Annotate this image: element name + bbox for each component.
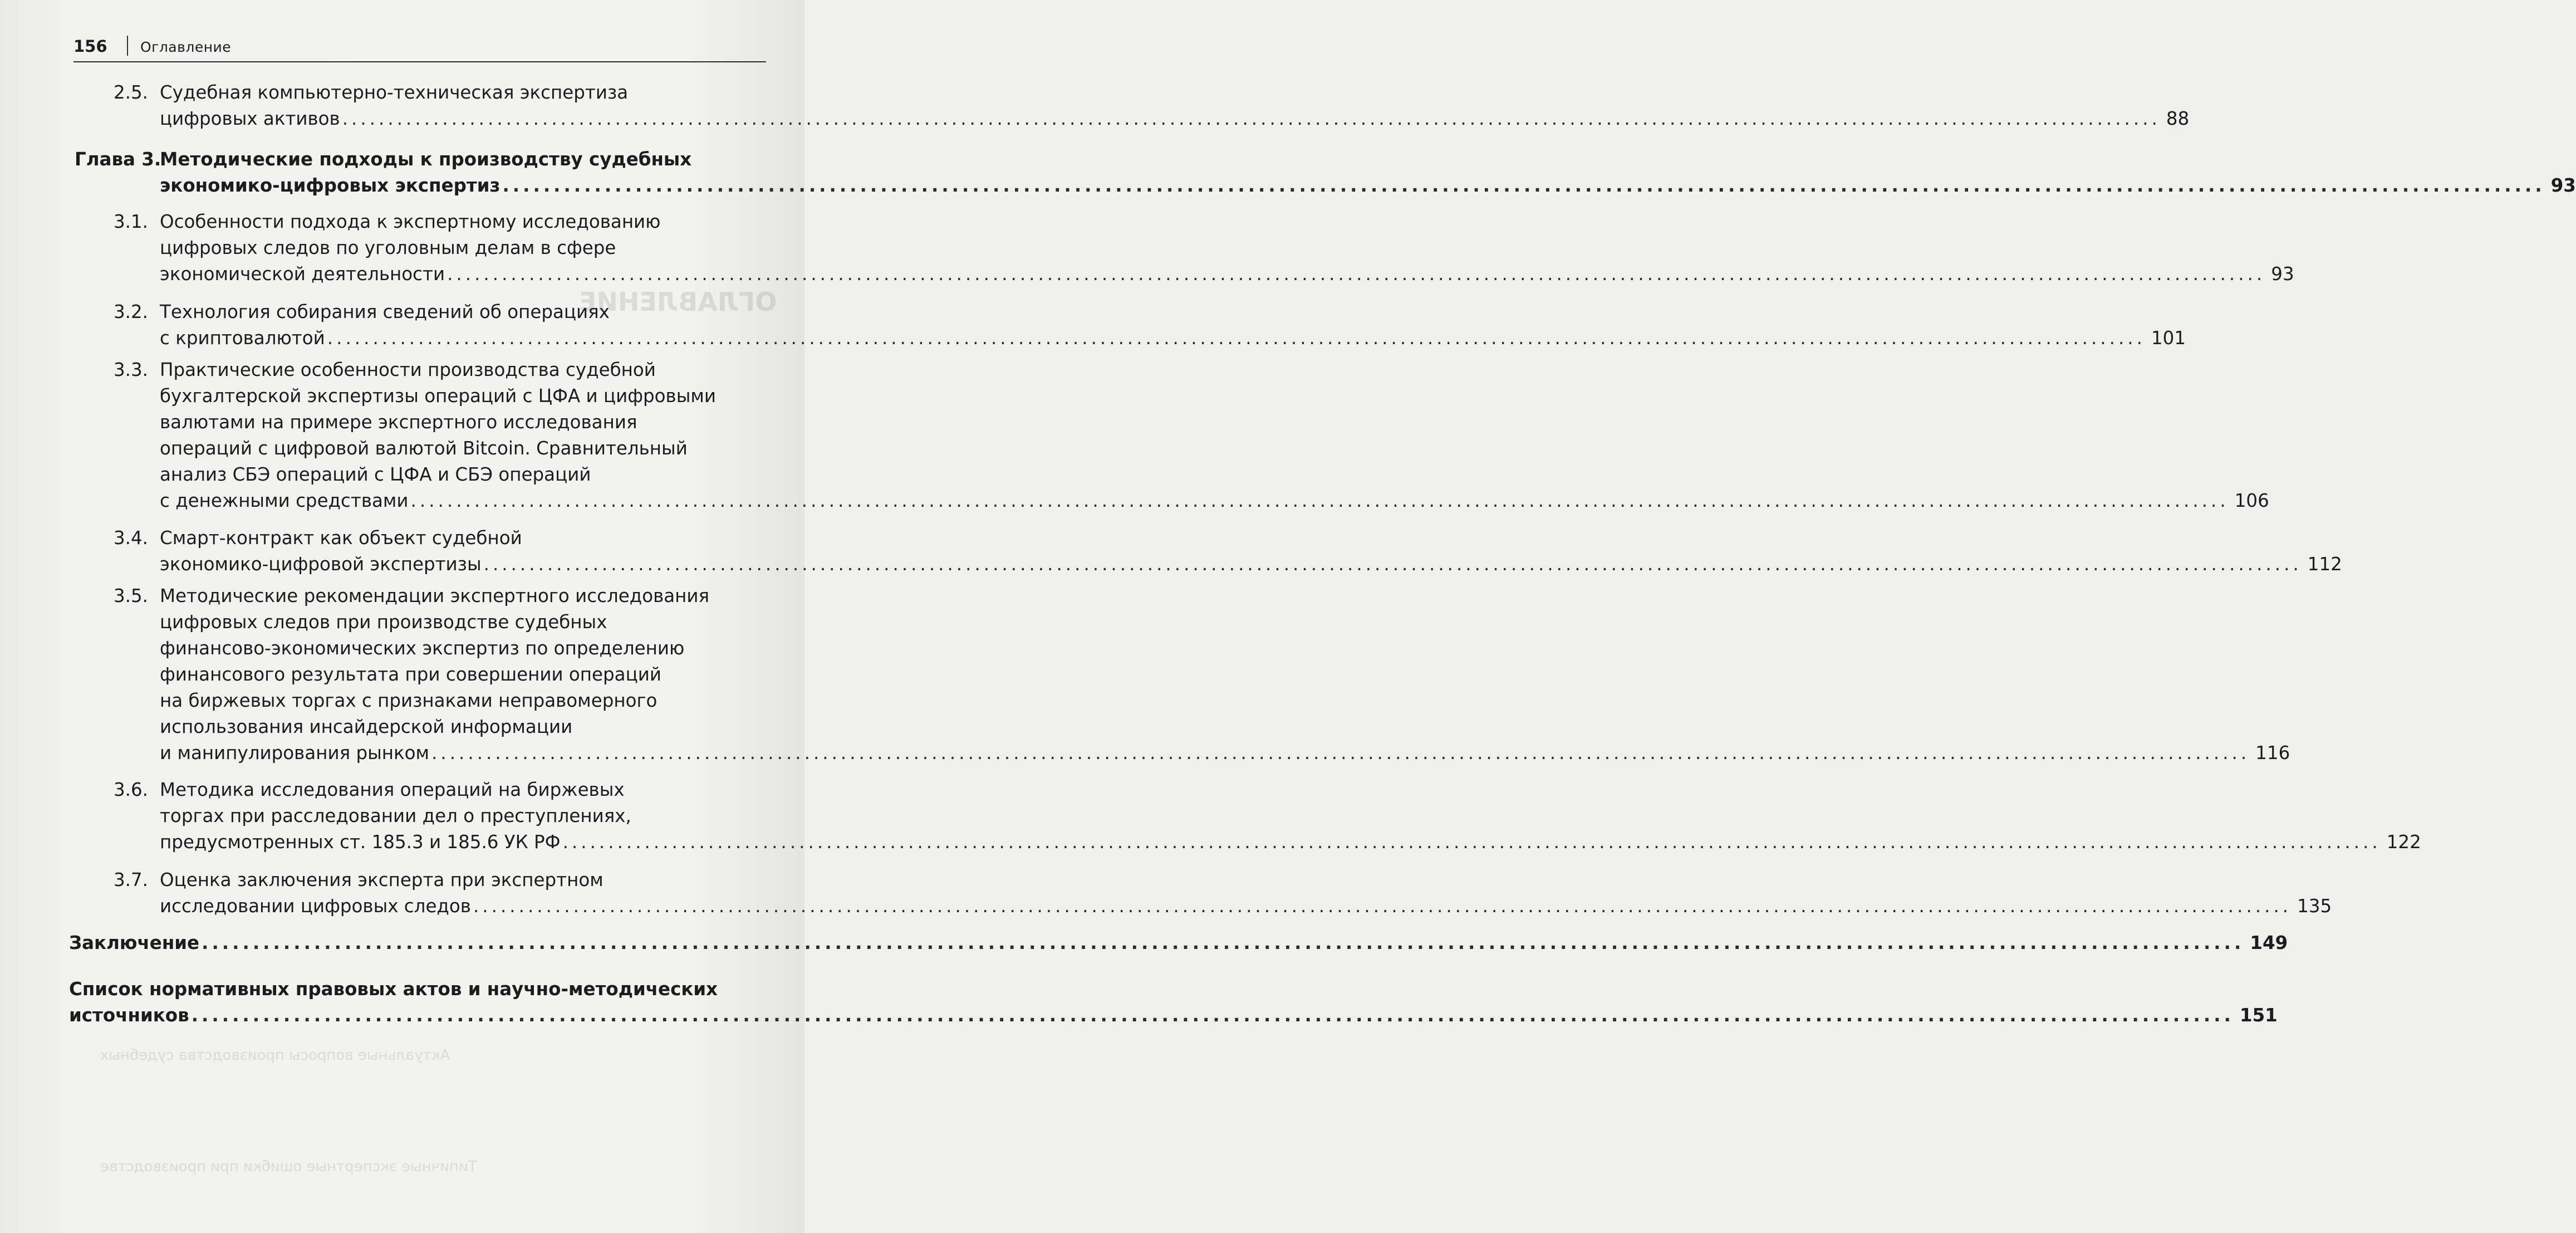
running-header <box>73 32 766 62</box>
toc-entry-title-line: экономико-цифровой экспертизы <box>160 554 482 575</box>
toc-entry-title-line: цифровых следов при производстве судебных <box>160 611 607 633</box>
toc-entry-number: 3.6. <box>114 779 149 800</box>
toc-entry-title-line: Методика исследования операций на биржевых <box>160 779 625 800</box>
dot-leader: ........................................................................................................................................................................................................ <box>483 554 2302 575</box>
dot-leader: ........................................................................................................................................................................................................ <box>431 742 2250 764</box>
toc-entry-leader-line <box>160 325 2186 351</box>
toc-entry-title-line: Практические особенности производства судебной <box>160 359 656 380</box>
toc-entry-leader-line <box>69 930 2288 956</box>
toc-entry-page: 106 <box>2234 490 2269 511</box>
dot-leader: ........................................................................................................................................................................................................ <box>502 175 2545 196</box>
toc-entry-page: 149 <box>2250 932 2288 953</box>
toc-entry <box>75 146 2576 199</box>
toc-entry-page: 93 <box>2271 263 2294 285</box>
toc-entry-title-line: Заключение <box>69 932 200 953</box>
dot-leader: ........................................................................................................................................................................................................ <box>191 1005 2234 1026</box>
toc-entry <box>114 80 2190 132</box>
toc-entry-page: 116 <box>2255 742 2290 764</box>
toc-entry-title-line: Методические подходы к производству судебных <box>160 149 692 170</box>
toc-entry-title-line: Смарт-контракт как объект судебной <box>160 527 522 549</box>
toc-entry-page: 135 <box>2297 896 2332 917</box>
toc-entry-title-line: Судебная компьютерно-техническая экспертиза <box>160 82 629 103</box>
toc-entry-number: 2.5. <box>114 82 149 103</box>
toc-entry-title-line: цифровых следов по уголовным делам в сфере <box>160 237 616 258</box>
dot-leader: ........................................................................................................................................................................................................ <box>342 108 2161 129</box>
toc-entry-title-line: Список нормативных правовых актов и научно-методических <box>69 978 718 1000</box>
toc-entry-number: 3.1. <box>114 211 149 232</box>
dot-leader: ........................................................................................................................................................................................................ <box>410 490 2229 511</box>
toc-entry-number: 3.2. <box>114 301 149 322</box>
toc-entry-title-line: торгах при расследовании дел о преступлениях, <box>160 805 631 826</box>
toc-entry-page: 151 <box>2239 1005 2278 1026</box>
toc-entry-leader-line <box>160 740 2290 766</box>
dot-leader: ........................................................................................................................................................................................................ <box>447 263 2266 285</box>
toc-entry-leader-line <box>160 893 2332 919</box>
toc-entry-leader-line <box>160 829 2421 855</box>
toc-entry <box>114 777 2421 855</box>
toc-entry-page: 93 <box>2550 175 2576 196</box>
toc-entry <box>114 209 2294 287</box>
toc-entry-number: 3.7. <box>114 869 149 890</box>
toc-entry-leader-line <box>69 1002 2278 1029</box>
page-number: 156 <box>73 37 107 56</box>
toc-entry-leader-line <box>160 551 2342 578</box>
toc-entry <box>114 357 2269 514</box>
dot-leader: ........................................................................................................................................................................................................ <box>562 831 2381 853</box>
toc-entry-title-line: цифровых активов <box>160 108 340 129</box>
toc-entry-number: 3.3. <box>114 359 149 380</box>
toc-entry <box>114 867 2332 919</box>
toc-entry-title-line: с криптовалютой <box>160 327 325 349</box>
toc-entry-title-line: на биржевых торгах с признаками неправомерного <box>160 690 658 711</box>
toc-entry-title-line: использования инсайдерской информации <box>160 716 573 737</box>
toc-entry-page: 122 <box>2386 831 2421 853</box>
toc-entry <box>69 930 2288 956</box>
dot-leader: ........................................................................................................................................................................................................ <box>202 932 2245 953</box>
toc-entry-title-line: исследовании цифровых следов <box>160 896 471 917</box>
toc-entry-page: 101 <box>2151 327 2186 349</box>
toc-entry-title-line: Оценка заключения эксперта при экспертном <box>160 869 603 890</box>
toc-entry-title-line: Методические рекомендации экспертного исследования <box>160 585 710 606</box>
toc-entry <box>114 299 2186 351</box>
toc-entry-title-line: операций с цифровой валютой Bitcoin. Сравнительный <box>160 438 688 459</box>
toc-entry-title-line: финансово-экономических экспертиз по определению <box>160 638 685 659</box>
toc-entry-title-line: анализ СБЭ операций с ЦФА и СБЭ операций <box>160 464 591 485</box>
toc-entry-title-line: с денежными средствами <box>160 490 409 511</box>
show-through-text: ОГЛАВЛЕНИЕ <box>579 287 777 317</box>
toc-entry <box>114 583 2290 766</box>
show-through-text: Типичные экспертные ошибки при производстве <box>100 1158 477 1175</box>
show-through-text: Актуальные вопросы производства судебных <box>100 1047 450 1064</box>
toc-entry-title-line: предусмотренных ст. 185.3 и 185.6 УК РФ <box>160 831 561 853</box>
toc-entry-leader-line <box>160 261 2294 287</box>
toc-entry-leader-line <box>160 173 2576 199</box>
toc-entry-title-line: Технология собирания сведений об операциях <box>160 301 610 322</box>
toc-entry <box>69 976 2278 1029</box>
toc-entry-page: 112 <box>2307 554 2342 575</box>
toc-entry <box>114 525 2342 578</box>
toc-entry-title-line: экономико-цифровых экспертиз <box>160 175 501 196</box>
toc-entry-leader-line <box>160 106 2190 132</box>
toc-entry-title-line: экономической деятельности <box>160 263 445 285</box>
header-divider <box>127 36 128 56</box>
toc-entry-title-line: источников <box>69 1005 189 1026</box>
toc-entry-title-line: финансового результата при совершении операций <box>160 664 661 685</box>
toc-entry-title-line: бухгалтерской экспертизы операций с ЦФА и цифровыми <box>160 385 716 407</box>
toc-entry-number: 3.4. <box>114 527 149 549</box>
header-title: Оглавление <box>140 39 232 55</box>
toc-entry-page: 88 <box>2166 108 2190 129</box>
toc-entry-title-line: Особенности подхода к экспертному исследованию <box>160 211 661 232</box>
toc-entry-number: 3.5. <box>114 585 149 606</box>
dot-leader: ........................................................................................................................................................................................................ <box>473 896 2292 917</box>
toc-entry-leader-line <box>160 488 2269 514</box>
toc-entry-title-line: и манипулирования рынком <box>160 742 430 764</box>
toc-entry-title-line: валютами на примере экспертного исследования <box>160 412 637 433</box>
dot-leader: ........................................................................................................................................................................................................ <box>327 327 2146 349</box>
toc-entry-number: Глава 3. <box>75 149 161 170</box>
